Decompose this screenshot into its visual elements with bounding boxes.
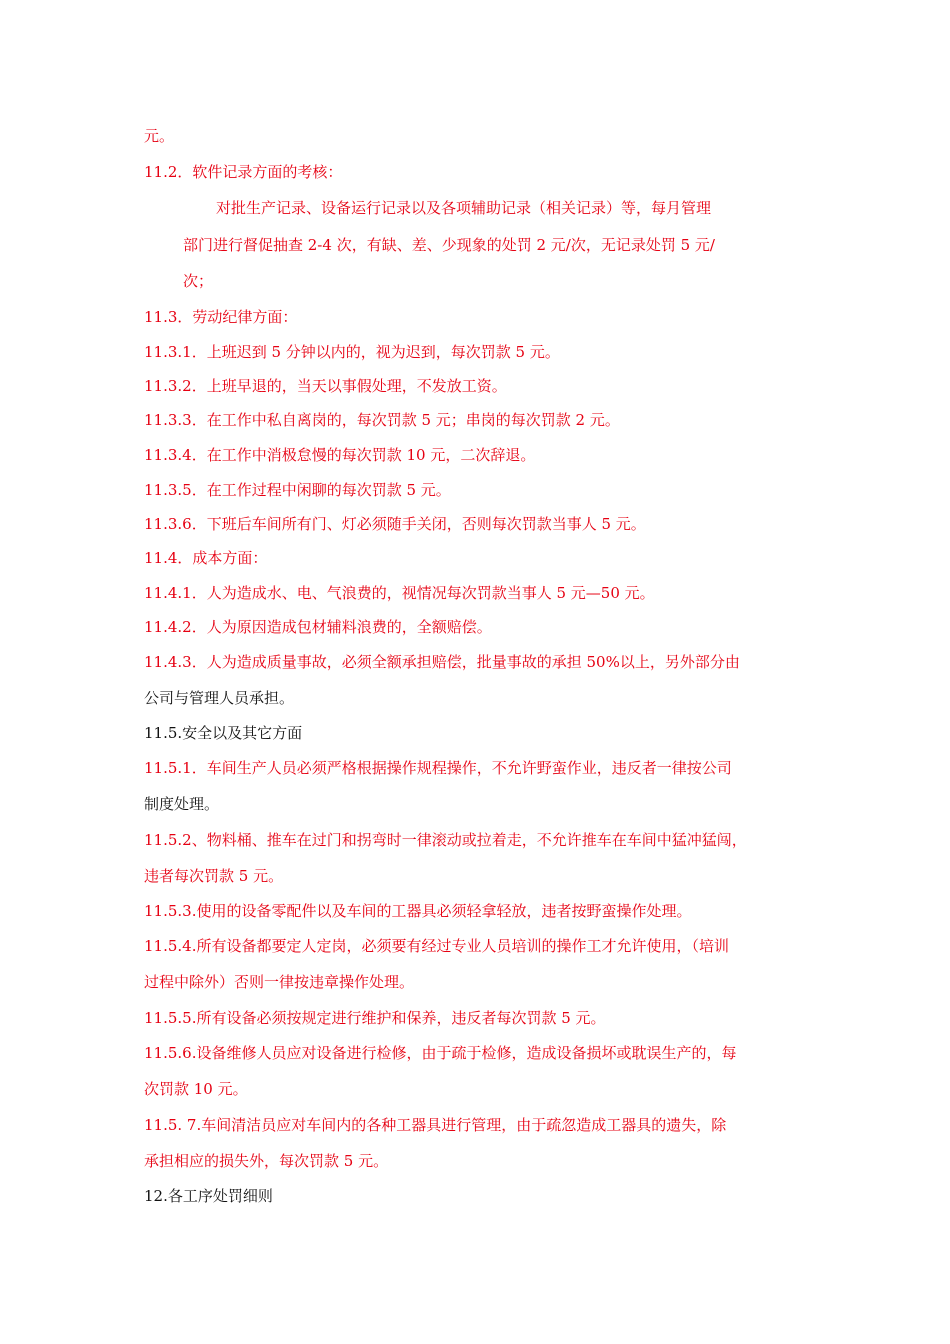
text-line: 11.5. 7.车间清洁员应对车间内的各种工器具进行管理，由于疏忽造成工器具的遗失，除 <box>144 1116 727 1134</box>
text-line: 11.3.2．上班早退的，当天以事假处理，不发放工资。 <box>144 377 507 395</box>
text-line: 11.5.6.设备维修人员应对设备进行检修，由于疏于检修，造成设备损坏或耽误生产的，每 <box>144 1044 737 1062</box>
text-line: 11.3.4．在工作中消极怠慢的每次罚款 10 元，二次辞退。 <box>144 446 536 464</box>
text-line: 11.4.3．人为造成质量事故，必须全额承担赔偿，批量事故的承担 50%以上，另外部分由 <box>144 653 740 671</box>
text-line: 过程中除外）否则一律按违章操作处理。 <box>144 973 415 991</box>
section-heading: 11.5.安全以及其它方面 <box>144 724 303 742</box>
text-line: 11.3.6．下班后车间所有门、灯必须随手关闭，否则每次罚款当事人 5 元。 <box>144 515 646 533</box>
section-heading: 11.4．成本方面： <box>144 549 268 567</box>
text-line: 11.5.4.所有设备都要定人定岗，必须要有经过专业人员培训的操作工才允许使用，（培训 <box>144 937 729 955</box>
text-line: 11.3.3．在工作中私自离岗的，每次罚款 5 元；串岗的每次罚款 2 元。 <box>144 411 620 429</box>
section-heading: 11.2．软件记录方面的考核： <box>144 163 343 181</box>
text-line: 对批生产记录、设备运行记录以及各项辅助记录（相关记录）等，每月管理 <box>216 199 712 217</box>
text-line: 次； <box>183 272 214 290</box>
text-line: 制度处理。 <box>144 795 220 813</box>
text-line: 次罚款 10 元。 <box>144 1080 248 1098</box>
text-line: 11.4.1．人为造成水、电、气浪费的，视情况每次罚款当事人 5 元—50 元。 <box>144 584 655 602</box>
section-heading: 12.各工序处罚细则 <box>144 1187 273 1205</box>
text-line: 11.3.5．在工作过程中闲聊的每次罚款 5 元。 <box>144 481 451 499</box>
text-line: 元。 <box>144 127 175 145</box>
text-line: 11.5.5.所有设备必须按规定进行维护和保养，违反者每次罚款 5 元。 <box>144 1009 606 1027</box>
text-line: 部门进行督促抽查 2-4 次，有缺、差、少现象的处罚 2 元/次，无记录处罚 5 元/ <box>183 236 715 254</box>
text-line: 承担相应的损失外，每次罚款 5 元。 <box>144 1152 389 1170</box>
text-line: 11.5.2、物料桶、推车在过门和拐弯时一律滚动或拉着走，不允许推车在车间中猛冲猛闯， <box>144 831 747 849</box>
text-line: 11.5.1．车间生产人员必须严格根据操作规程操作，不允许野蛮作业，违反者一律按公司 <box>144 759 732 777</box>
text-line: 11.5.3.使用的设备零配件以及车间的工器具必须轻拿轻放，违者按野蛮操作处理。 <box>144 902 692 920</box>
text-line: 11.4.2．人为原因造成包材辅料浪费的，全额赔偿。 <box>144 618 492 636</box>
section-heading: 11.3．劳动纪律方面： <box>144 308 298 326</box>
text-line: 违者每次罚款 5 元。 <box>144 867 284 885</box>
text-line: 公司与管理人员承担。 <box>144 689 295 707</box>
text-line: 11.3.1．上班迟到 5 分钟以内的，视为迟到，每次罚款 5 元。 <box>144 343 560 361</box>
